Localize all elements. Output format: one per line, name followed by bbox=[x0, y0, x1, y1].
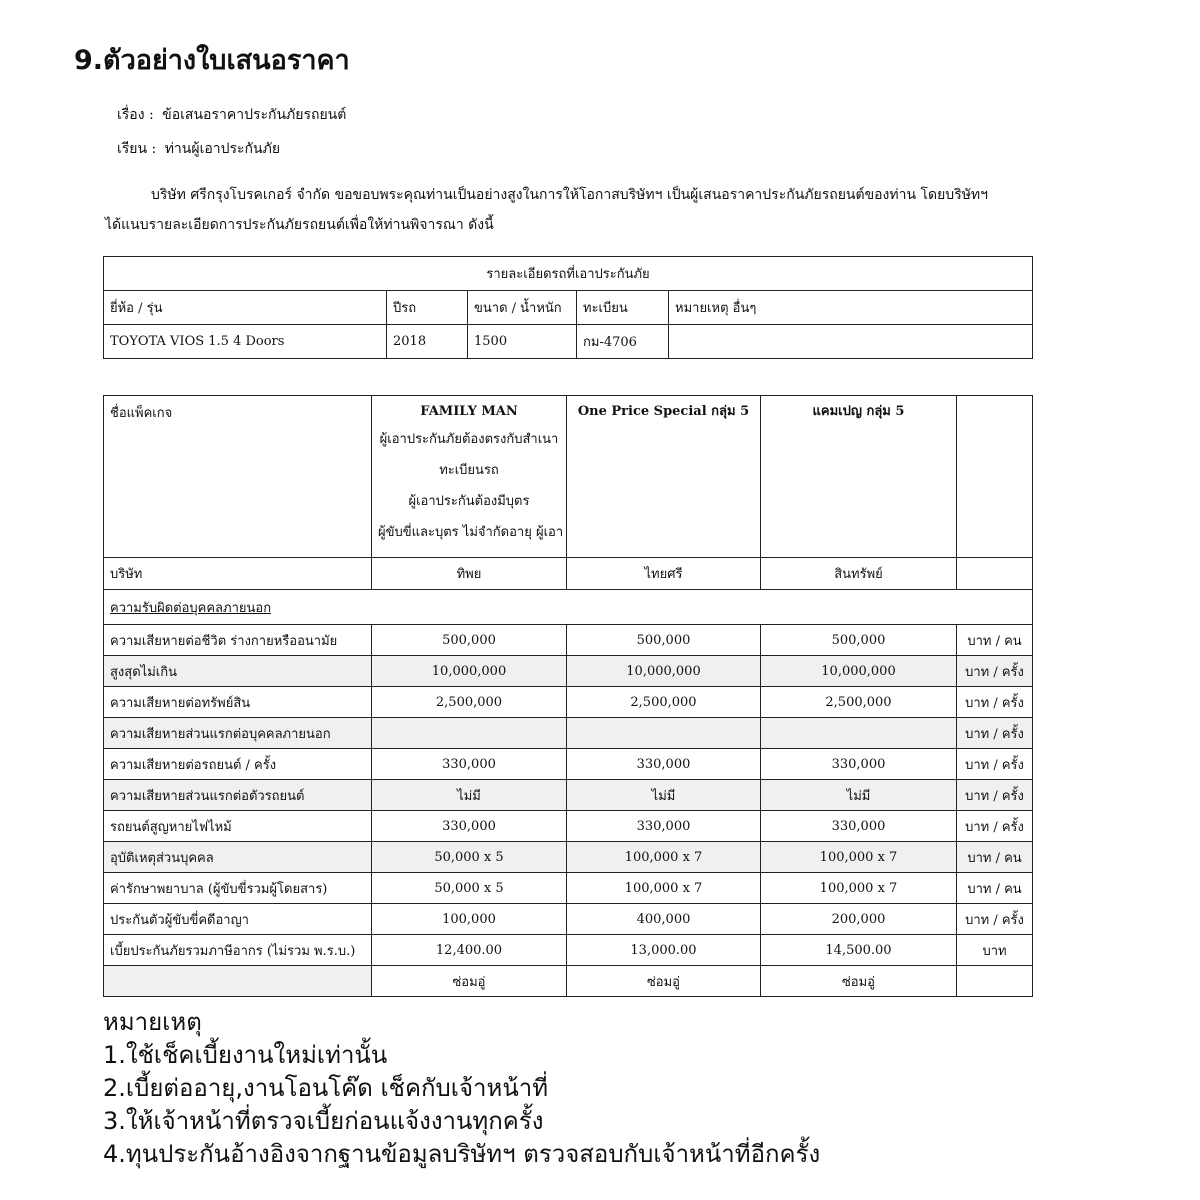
vehicle-brand-model: TOYOTA VIOS 1.5 4 Doors bbox=[104, 325, 387, 359]
coverage-value: 500,000 bbox=[567, 625, 761, 656]
package-name: FAMILY MAN bbox=[420, 404, 518, 419]
coverage-value: 100,000 x 7 bbox=[567, 873, 761, 904]
coverage-value: 13,000.00 bbox=[567, 935, 761, 966]
coverage-row bbox=[104, 718, 1033, 749]
coverage-value: 200,000 bbox=[761, 904, 957, 935]
coverage-unit: บาท / คน bbox=[957, 625, 1033, 656]
coverage-label: ความเสียหายต่อทรัพย์สิน bbox=[104, 687, 372, 718]
package-one-price-special bbox=[567, 396, 761, 558]
coverage-value: 500,000 bbox=[761, 625, 957, 656]
repair-type: ซ่อมอู่ bbox=[761, 966, 957, 997]
recipient-value: ท่านผู้เอาประกันภัย bbox=[164, 141, 281, 157]
vehicle-table bbox=[103, 256, 1033, 359]
coverage-unit: บาท / ครั้ง bbox=[957, 749, 1033, 780]
coverage-unit: บาท / ครั้ง bbox=[957, 656, 1033, 687]
subject-value: ข้อเสนอราคาประกันภัยรถยนต์ bbox=[162, 107, 347, 123]
recipient-label: เรียน : bbox=[117, 141, 157, 157]
coverage-row bbox=[104, 842, 1033, 873]
page-title: 9.ตัวอย่างใบเสนอราคา bbox=[74, 45, 350, 76]
note-item: 4.ทุนประกันอ้างอิงจากฐานข้อมูลบริษัทฯ ตรวจสอบกับเจ้าหน้าที่อีกครั้ง bbox=[103, 1140, 821, 1168]
vehicle-table-title: รายละเอียดรถที่เอาประกันภัย bbox=[104, 257, 1033, 291]
coverage-row bbox=[104, 811, 1033, 842]
company-label: บริษัท bbox=[104, 558, 372, 590]
coverage-value: 330,000 bbox=[761, 749, 957, 780]
coverage-unit: บาท / ครั้ง bbox=[957, 718, 1033, 749]
repair-label-cell bbox=[104, 966, 372, 997]
header-brand-model: ยี่ห้อ / รุ่น bbox=[104, 291, 387, 325]
package-note: ทะเบียนรถ bbox=[439, 463, 499, 478]
coverage-unit: บาท / คน bbox=[957, 842, 1033, 873]
package-name: แคมเปญ กลุ่ม 5 bbox=[812, 404, 905, 419]
note-item: 3.ให้เจ้าหน้าที่ตรวจเบี้ยก่อนแจ้งงานทุกครั้ง bbox=[103, 1107, 544, 1135]
section-title: ความรับผิดต่อบุคคลภายนอก bbox=[110, 600, 272, 616]
header-other-notes: หมายเหตุ อื่นๆ bbox=[669, 291, 1033, 325]
company-row bbox=[104, 558, 1033, 590]
header-size-weight: ขนาด / น้ำหนัก bbox=[468, 291, 577, 325]
coverage-value: 100,000 bbox=[372, 904, 567, 935]
intro-paragraph: บริษัท ศรีกรุงโบรคเกอร์ จำกัด ขอขอบพระคุณท่านเป็นอย่างสูงในการให้โอกาสบริษัทฯ เป็นผู้เสนอราคาประกันภัยรถยนต์ของท่าน โดยบริษัทฯ ได้แนบรายละเอียดการประกันภัยรถยนต์เพื่อให้ท่านพิจารณา ดังนี้ bbox=[105, 187, 989, 233]
coverage-row bbox=[104, 873, 1033, 904]
vehicle-registration: กม-4706 bbox=[577, 325, 669, 359]
package-note: ผู้เอาประกันต้องมีบุตร bbox=[408, 494, 530, 509]
package-name: One Price Special กลุ่ม 5 bbox=[577, 404, 750, 419]
coverage-label: ความเสียหายต่อรถยนต์ / ครั้ง bbox=[104, 749, 372, 780]
coverage-value bbox=[567, 718, 761, 749]
coverage-value bbox=[372, 718, 567, 749]
coverage-value: 12,400.00 bbox=[372, 935, 567, 966]
package-family-man bbox=[372, 396, 567, 558]
coverage-value: 330,000 bbox=[372, 749, 567, 780]
coverage-row bbox=[104, 904, 1033, 935]
repair-type: ซ่อมอู่ bbox=[567, 966, 761, 997]
coverage-label: ความเสียหายส่วนแรกต่อบุคคลภายนอก bbox=[104, 718, 372, 749]
coverage-label: สูงสุดไม่เกิน bbox=[104, 656, 372, 687]
repair-row bbox=[104, 966, 1033, 997]
section-row bbox=[104, 590, 1033, 625]
package-note: ผู้ขับขี่และบุตร ไม่จำกัดอายุ ผู้เอา bbox=[378, 525, 564, 540]
coverage-value bbox=[761, 718, 957, 749]
coverage-label: ค่ารักษาพยาบาล (ผู้ขับขี่รวมผู้โดยสาร) bbox=[104, 873, 372, 904]
vehicle-data-row bbox=[104, 325, 1033, 359]
coverage-value: 100,000 x 7 bbox=[761, 873, 957, 904]
vehicle-notes bbox=[669, 325, 1033, 359]
note-item: 1.ใช้เช็คเบี้ยงานใหม่เท่านั้น bbox=[103, 1041, 388, 1069]
company-name: ทิพย bbox=[372, 558, 567, 590]
coverage-label: รถยนต์สูญหายไฟไหม้ bbox=[104, 811, 372, 842]
company-name: สินทรัพย์ bbox=[761, 558, 957, 590]
coverage-unit: บาท bbox=[957, 935, 1033, 966]
coverage-label: เบี้ยประกันภัยรวมภาษีอากร (ไม่รวม พ.ร.บ.) bbox=[104, 935, 372, 966]
coverage-unit: บาท / คน bbox=[957, 873, 1033, 904]
package-label: ชื่อแพ็คเกจ bbox=[104, 396, 372, 558]
coverage-value: 330,000 bbox=[761, 811, 957, 842]
coverage-value: ไม่มี bbox=[372, 780, 567, 811]
vehicle-table-header-row bbox=[104, 291, 1033, 325]
package-table bbox=[103, 395, 1033, 997]
coverage-value: 2,500,000 bbox=[567, 687, 761, 718]
package-campaign bbox=[761, 396, 957, 558]
coverage-row bbox=[104, 687, 1033, 718]
vehicle-table-title-row bbox=[104, 257, 1033, 291]
coverage-unit: บาท / ครั้ง bbox=[957, 780, 1033, 811]
notes-section bbox=[103, 1006, 820, 1171]
package-note: ผู้เอาประกันภัยต้องตรงกับสำเนา bbox=[379, 432, 559, 447]
coverage-value: 50,000 x 5 bbox=[372, 873, 567, 904]
coverage-row bbox=[104, 749, 1033, 780]
company-unit-cell bbox=[957, 558, 1033, 590]
coverage-value: 10,000,000 bbox=[372, 656, 567, 687]
coverage-value: 2,500,000 bbox=[372, 687, 567, 718]
vehicle-year: 2018 bbox=[387, 325, 468, 359]
company-name: ไทยศรี bbox=[567, 558, 761, 590]
coverage-row bbox=[104, 625, 1033, 656]
subject-label: เรื่อง : bbox=[117, 107, 154, 123]
coverage-row bbox=[104, 780, 1033, 811]
coverage-value: 10,000,000 bbox=[761, 656, 957, 687]
coverage-label: อุบัติเหตุส่วนบุคคล bbox=[104, 842, 372, 873]
coverage-value: 10,000,000 bbox=[567, 656, 761, 687]
coverage-value: 400,000 bbox=[567, 904, 761, 935]
coverage-unit: บาท / ครั้ง bbox=[957, 687, 1033, 718]
coverage-value: 330,000 bbox=[567, 811, 761, 842]
coverage-unit: บาท / ครั้ง bbox=[957, 811, 1033, 842]
coverage-rows bbox=[104, 625, 1033, 966]
repair-type: ซ่อมอู่ bbox=[372, 966, 567, 997]
coverage-row bbox=[104, 656, 1033, 687]
coverage-value: 500,000 bbox=[372, 625, 567, 656]
coverage-row bbox=[104, 935, 1033, 966]
header-year: ปีรถ bbox=[387, 291, 468, 325]
unit-column-header bbox=[957, 396, 1033, 558]
coverage-value: 14,500.00 bbox=[761, 935, 957, 966]
package-name-row bbox=[104, 396, 1033, 558]
coverage-label: ประกันตัวผู้ขับขี่คดีอาญา bbox=[104, 904, 372, 935]
coverage-label: ความเสียหายต่อชีวิต ร่างกายหรืออนามัย bbox=[104, 625, 372, 656]
coverage-value: 100,000 x 7 bbox=[761, 842, 957, 873]
header-registration: ทะเบียน bbox=[577, 291, 669, 325]
coverage-value: ไม่มี bbox=[567, 780, 761, 811]
coverage-value: 330,000 bbox=[372, 811, 567, 842]
coverage-value: 2,500,000 bbox=[761, 687, 957, 718]
coverage-value: ไม่มี bbox=[761, 780, 957, 811]
section-cell bbox=[104, 590, 1033, 625]
recipient-line bbox=[117, 138, 280, 160]
coverage-unit: บาท / ครั้ง bbox=[957, 904, 1033, 935]
coverage-value: 100,000 x 7 bbox=[567, 842, 761, 873]
vehicle-size: 1500 bbox=[468, 325, 577, 359]
note-item: 2.เบี้ยต่ออายุ,งานโอนโค๊ด เช็คกับเจ้าหน้าที่ bbox=[103, 1074, 549, 1102]
coverage-value: 330,000 bbox=[567, 749, 761, 780]
subject-line bbox=[117, 104, 346, 126]
notes-title: หมายเหตุ bbox=[103, 1008, 202, 1036]
coverage-label: ความเสียหายส่วนแรกต่อตัวรถยนต์ bbox=[104, 780, 372, 811]
repair-unit-cell bbox=[957, 966, 1033, 997]
coverage-value: 50,000 x 5 bbox=[372, 842, 567, 873]
